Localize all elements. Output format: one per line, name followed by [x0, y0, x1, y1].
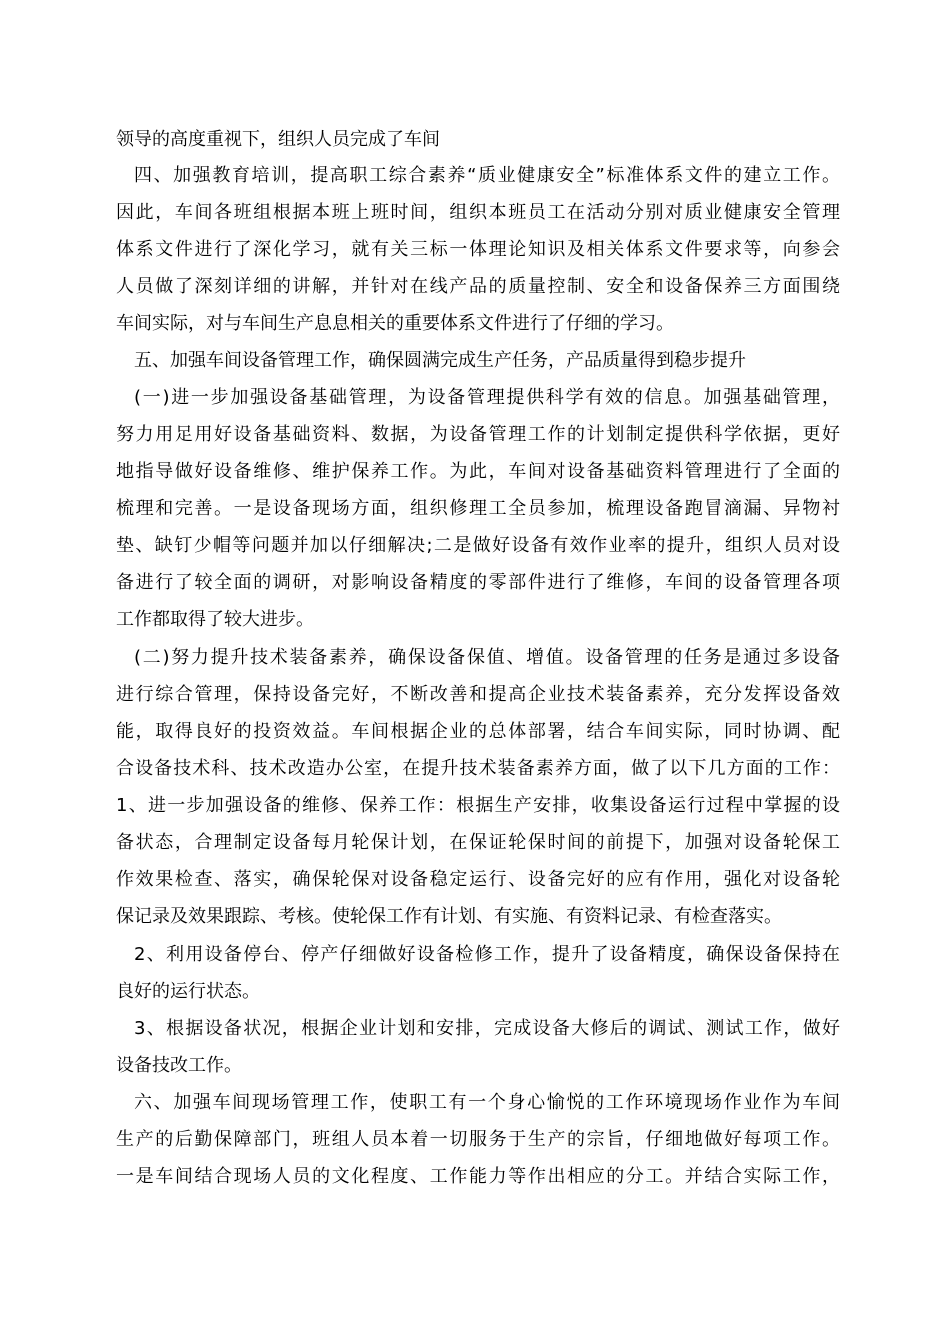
text-line: 领导的高度重视下，组织人员完成了车间: [116, 129, 440, 150]
text-line: 一是车间结合现场人员的文化程度、工作能力等作出相应的分工。并结合实际工作，: [116, 1166, 840, 1187]
text-line: 备状态，合理制定设备每月轮保计划，在保证轮保时间的前提下，加强对设备轮保工: [116, 832, 840, 853]
text-line: 六、加强车间现场管理工作，使职工有一个身心愉悦的工作环境现场作业作为车间: [134, 1092, 840, 1113]
text-line: 人员做了深刻详细的讲解，并针对在线产品的质量控制、安全和设备保养三方面围绕: [116, 276, 840, 297]
text-line: 工作都取得了较大进步。: [116, 609, 314, 630]
text-line: (一)进一步加强设备基础管理，为设备管理提供科学有效的信息。加强基础管理，: [134, 387, 840, 408]
text-line: 合设备技术科、技术改造办公室，在提升技术装备素养方面，做了以下几方面的工作：: [116, 758, 840, 779]
text-line: 设备技改工作。: [116, 1055, 242, 1076]
text-line: 努力用足用好设备基础资料、数据，为设备管理工作的计划制定提供科学依据，更好: [116, 424, 840, 445]
text-line: 作效果检查、落实，确保轮保对设备稳定运行、设备完好的应有作用，强化对设备轮: [116, 869, 840, 890]
text-line: 体系文件进行了深化学习，就有关三标一体理论知识及相关体系文件要求等，向参会: [116, 239, 840, 260]
text-line: 生产的后勤保障部门，班组人员本着一切服务于生产的宗旨，仔细地做好每项工作。: [116, 1129, 840, 1150]
text-line: 垫、缺钉少帽等问题并加以仔细解决;二是做好设备有效作业率的提升，组织人员对设: [116, 535, 840, 556]
text-line: 因此，车间各班组根据本班上班时间，组织本班员工在活动分别对质业健康安全管理: [116, 202, 840, 223]
text-line: 车间实际，对与车间生产息息相关的重要体系文件进行了仔细的学习。: [116, 313, 674, 334]
text-line: 能，取得良好的投资效益。车间根据企业的总体部署，结合车间实际，同时协调、配: [116, 721, 840, 742]
text-line: 1、进一步加强设备的维修、保养工作：根据生产安排，收集设备运行过程中掌握的设: [116, 795, 840, 816]
text-line: 地指导做好设备维修、维护保养工作。为此，车间对设备基础资料管理进行了全面的: [116, 461, 840, 482]
text-line: 2、利用设备停台、停产仔细做好设备检修工作，提升了设备精度，确保设备保持在: [134, 944, 840, 965]
text-line: 良好的运行状态。: [116, 981, 260, 1002]
text-line: 五、加强车间设备管理工作，确保圆满完成生产任务，产品质量得到稳步提升: [134, 350, 746, 371]
text-line: 进行综合管理，保持设备完好，不断改善和提高企业技术装备素养，充分发挥设备效: [116, 684, 840, 705]
text-line: 保记录及效果跟踪、考核。使轮保工作有计划、有实施、有资料记录、有检查落实。: [116, 906, 782, 927]
text-line: (二)努力提升技术装备素养，确保设备保值、增值。设备管理的任务是通过多设备: [134, 647, 840, 668]
text-line: 梳理和完善。一是设备现场方面，组织修理工全员参加，梳理设备跑冒滴漏、异物衬: [116, 498, 840, 519]
text-line: 备进行了较全面的调研，对影响设备精度的零部件进行了维修，车间的设备管理各项: [116, 572, 840, 593]
text-line: 四、加强教育培训，提高职工综合素养“质业健康安全”标准体系文件的建立工作。: [134, 165, 840, 186]
text-line: 3、根据设备状况，根据企业计划和安排，完成设备大修后的调试、测试工作，做好: [134, 1018, 840, 1039]
